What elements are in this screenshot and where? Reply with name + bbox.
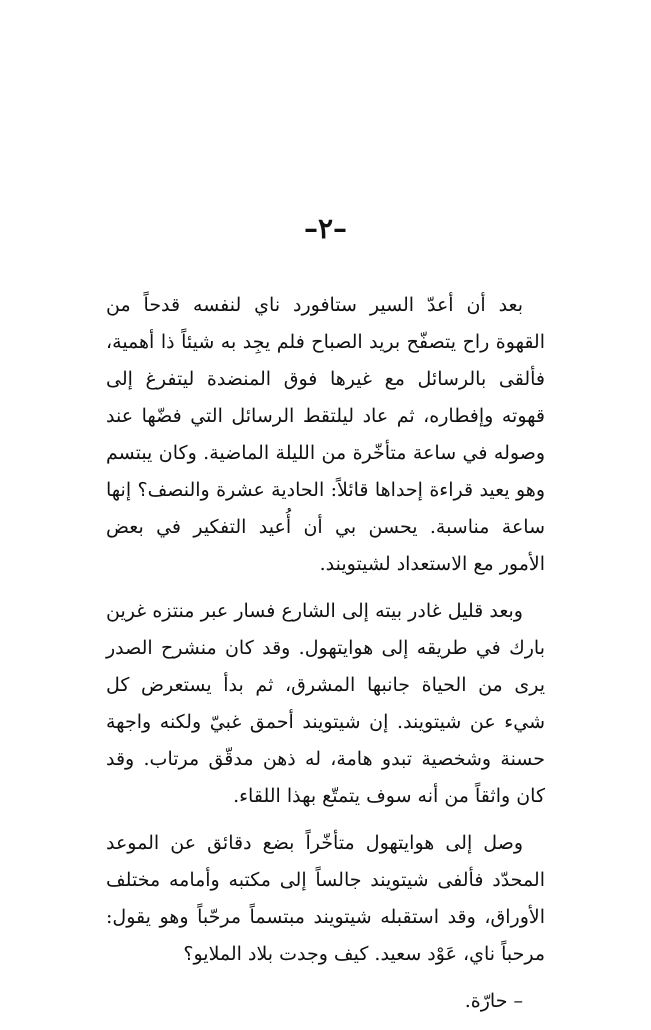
paragraph: بعد أن أعدّ السير ستافورد ناي لنفسه قدحاً من القهوة راح يتصفّح بريد الصباح فلم يجِد به شيئاً ذا أهمية، فألقى بالرسائل مع غيرها فوق المنضدة ليتفرغ إلى قهوته وإفطاره، ثم عاد ليلتقط الرسائل التي فضّها عند وصوله في ساعة متأخّرة من الليلة الماضية. وكان يبتسم وهو يعيد قراءة إحداها قائلاً: الحادية عشرة والنصف؟ إنها ساعة مناسبة. يحسن بي أن أُعيد التفكير في بعض الأمور مع الاستعداد لشيتويند. [106,294,545,575]
body-text [106,287,545,1030]
chapter-number: –٢– [303,212,348,245]
paragraph: وبعد قليل غادر بيته إلى الشارع فسار عبر منتزه غرين بارك في طريقه إلى هوايتهول. وقد كان منشرح الصدر يرى من الحياة جانبها المشرق، ثم بدأ يستعرض كل شيء عن شيتويند. إن شيتويند أحمق غبيّ ولكنه واجهة حسنة وشخصية تبدو هامة، له ذهن مدقّق مرتاب. وقد كان واثقاً من أنه سوف يتمتّع بهذا اللقاء. [106,600,545,807]
paragraph: وصل إلى هوايتهول متأخّراً بضع دقائق عن الموعد المحدّد فألفى شيتويند جالساً إلى مكتبه وأمامه مختلف الأوراق، وقد استقبله شيتويند مبتسماً مرحّباً وهو يقول: مرحباً ناي، عَوْد سعيد. كيف وجدت بلاد الملايو؟ [106,832,545,965]
dialogue-line: – حارّة. [464,990,523,1012]
